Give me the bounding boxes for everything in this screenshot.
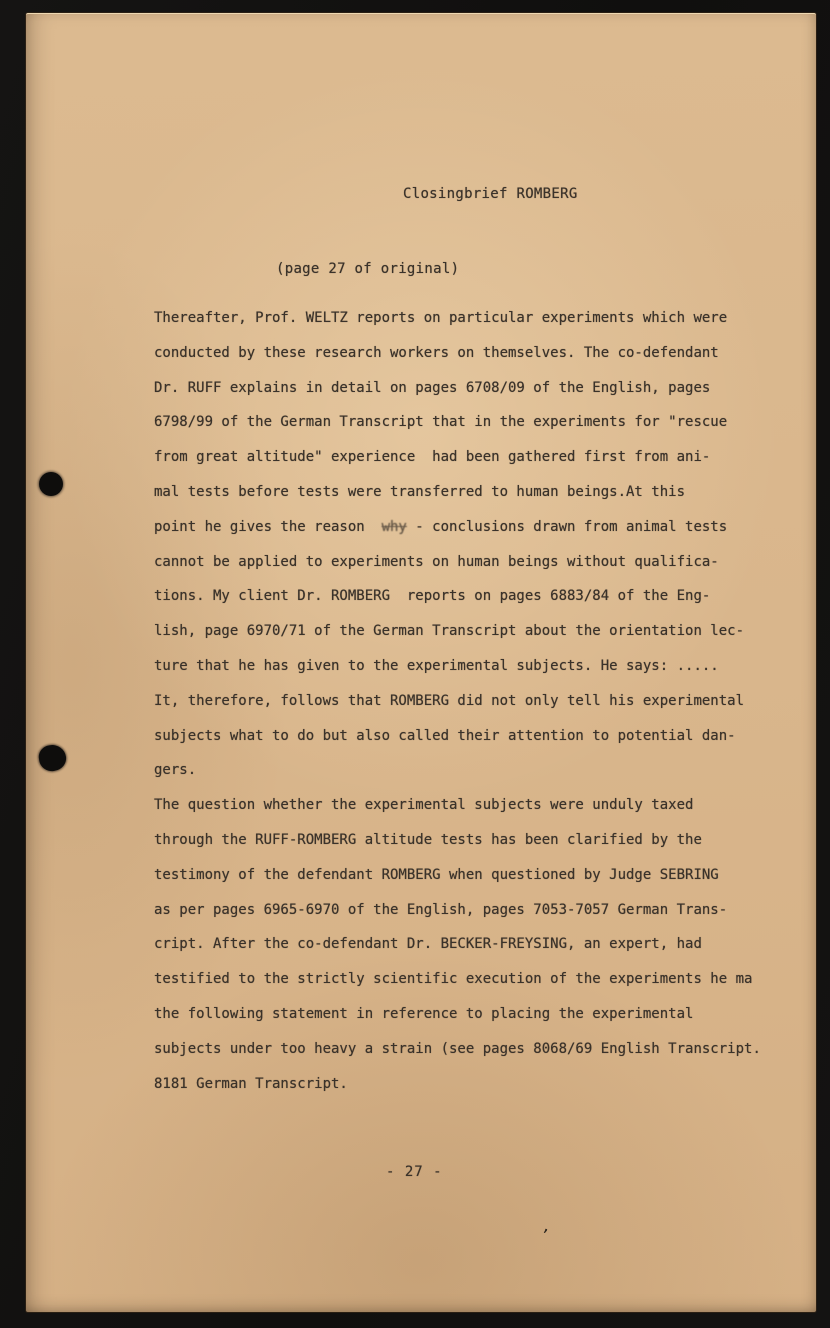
body-line: mal tests before tests were transferred to human beings.At this	[154, 483, 686, 500]
document-body	[154, 301, 794, 1101]
body-line: subjects under too heavy a strain (see pages 8068/69 English Transcript.	[154, 1040, 761, 1057]
body-line: from great altitude" experience had been gathered first from ani-	[154, 449, 711, 466]
page-reference: (page 27 of original)	[276, 261, 460, 277]
hole-punch-top	[39, 472, 63, 496]
body-line: cannot be applied to experiments on human beings without qualifica-	[154, 553, 719, 570]
body-line: The question whether the experimental subjects were unduly taxed	[154, 797, 694, 814]
body-line: as per pages 6965-6970 of the English, pages 7053-7057 German Trans-	[154, 901, 728, 918]
body-line: cript. After the co-defendant Dr. BECKER-FREYSING, an expert, had	[154, 936, 702, 953]
body-line: gers.	[154, 762, 197, 779]
body-line: tions. My client Dr. ROMBERG reports on pages 6883/84 of the Eng-	[154, 588, 711, 605]
body-line: lish, page 6970/71 of the German Transcript about the orientation lec-	[154, 623, 745, 640]
body-line: testified to the strictly scientific execution of the experiments he ma	[154, 971, 753, 988]
body-line: conducted by these research workers on themselves. The co-defendant	[154, 344, 719, 361]
body-line: 6798/99 of the German Transcript that in the experiments for "rescue	[154, 414, 728, 431]
body-line: It, therefore, follows that ROMBERG did not only tell his experimental	[154, 692, 745, 709]
body-line: subjects what to do but also called their attention to potential dan-	[154, 727, 736, 744]
body-line	[154, 510, 794, 545]
body-line: through the RUFF-ROMBERG altitude tests has been clarified by the	[154, 831, 702, 848]
body-line: ture that he has given to the experimental subjects. He says: .....	[154, 657, 719, 674]
document-title: Closingbrief ROMBERG	[403, 186, 578, 202]
stray-mark: ’	[538, 1225, 551, 1245]
body-line: Thereafter, Prof. WELTZ reports on particular experiments which were	[154, 310, 728, 326]
body-line: 8181 German Transcript.	[154, 1075, 348, 1092]
paper	[26, 13, 816, 1312]
body-line-text: - conclusions drawn from animal tests	[406, 518, 728, 535]
overstruck-word: why	[381, 518, 407, 535]
body-line: Dr. RUFF explains in detail on pages 6708/09 of the English, pages	[154, 379, 711, 396]
page-number: - 27 -	[386, 1164, 443, 1180]
body-line-text: point he gives the reason	[154, 518, 382, 535]
body-line: the following statement in reference to placing the experimental	[154, 1005, 694, 1022]
body-line: testimony of the defendant ROMBERG when questioned by Judge SEBRING	[154, 866, 719, 883]
